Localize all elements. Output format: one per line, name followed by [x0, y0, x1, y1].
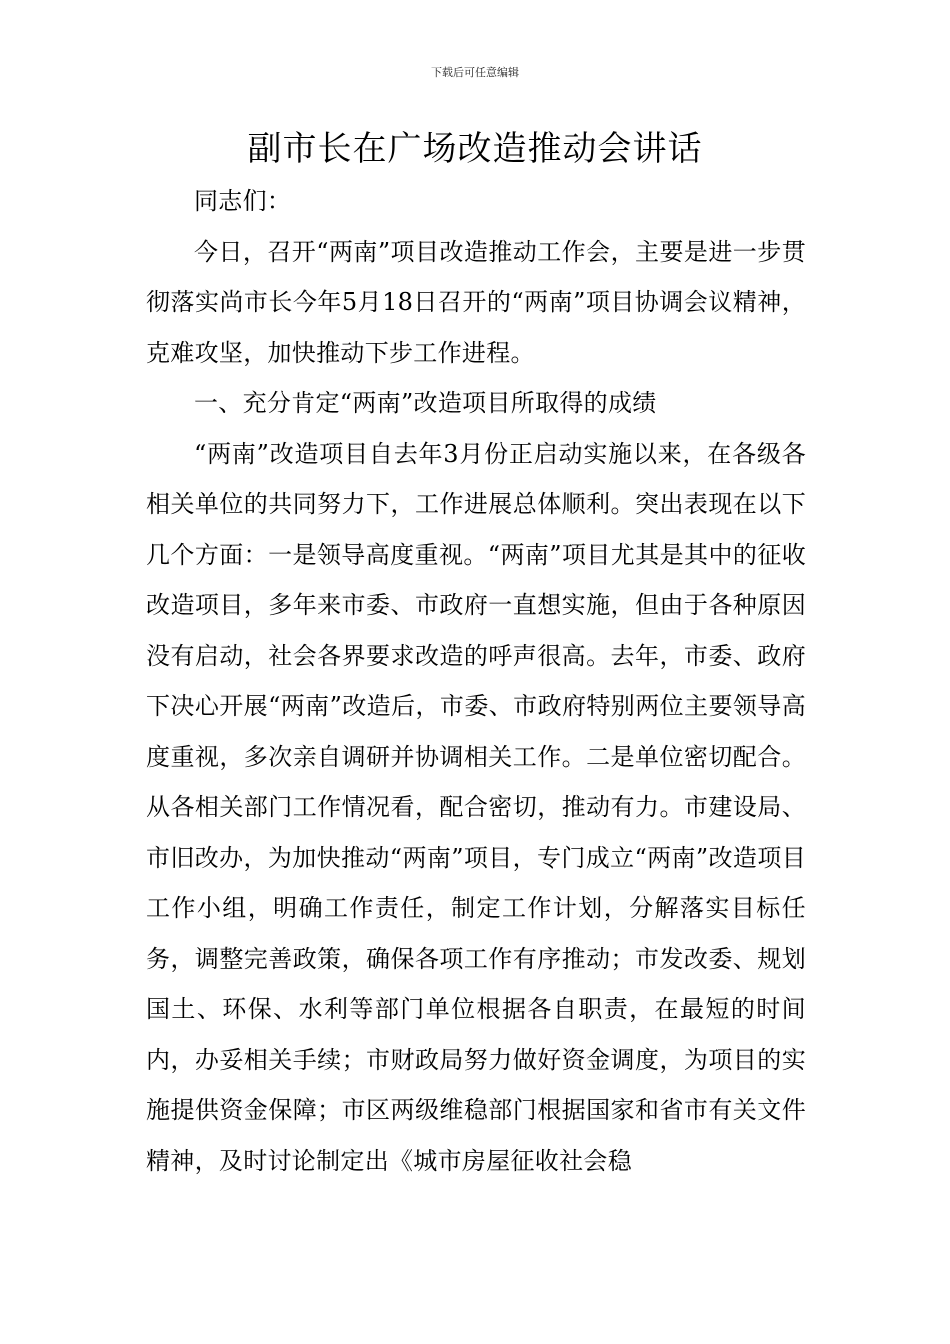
paragraph-intro: 今日，召开“两南”项目改造推动工作会，主要是进一步贯彻落实尚市长今年5月18日召开的“两南”项目协调会议精神，克难攻坚，加快推动下步工作进程。 — [146, 237, 806, 367]
paragraph-achievements: “两南”改造项目自去年3月份正启动实施以来，在各级各相关单位的共同努力下，工作进展总体顺利。突出表现在以下几个方面：一是领导高度重视。“两南”项目尤其是其中的征收改造项目，多年来市委、市政府一直想实施，但由于各种原因没有启动，社会各界要求改造的呼声很高。去年，市委、政府下决心开展“两南”改造后，市委、市政府特别两位主要领导高度重视，多次亲自调研并协调相关工作。二是单位密切配合。从各相关部门工作情况看，配合密切，推动有力。市建设局、市旧改办，为加快推动“两南”项目，专门成立“两南”改造项目工作小组，明确工作责任，制定工作计划，分解落实目标任务，调整完善政策，确保各项工作有序推动；市发改委、规划国土、环保、水利等部门单位根据各自职责，在最短的时间内，办妥相关手续；市财政局努力做好资金调度，为项目的实施提供资金保障；市区两级维稳部门根据国家和省市有关文件精神，及时讨论制定出《城市房屋征收社会稳 — [146, 439, 806, 1175]
header-note: 下载后可任意编辑 — [431, 66, 519, 79]
salutation: 同志们： — [194, 187, 292, 215]
section-heading: 一、充分肯定“两南”改造项目所取得的成绩 — [194, 389, 657, 417]
document-body — [146, 176, 806, 1186]
page-title: 副市长在广场改造推动会讲话 — [247, 129, 703, 169]
